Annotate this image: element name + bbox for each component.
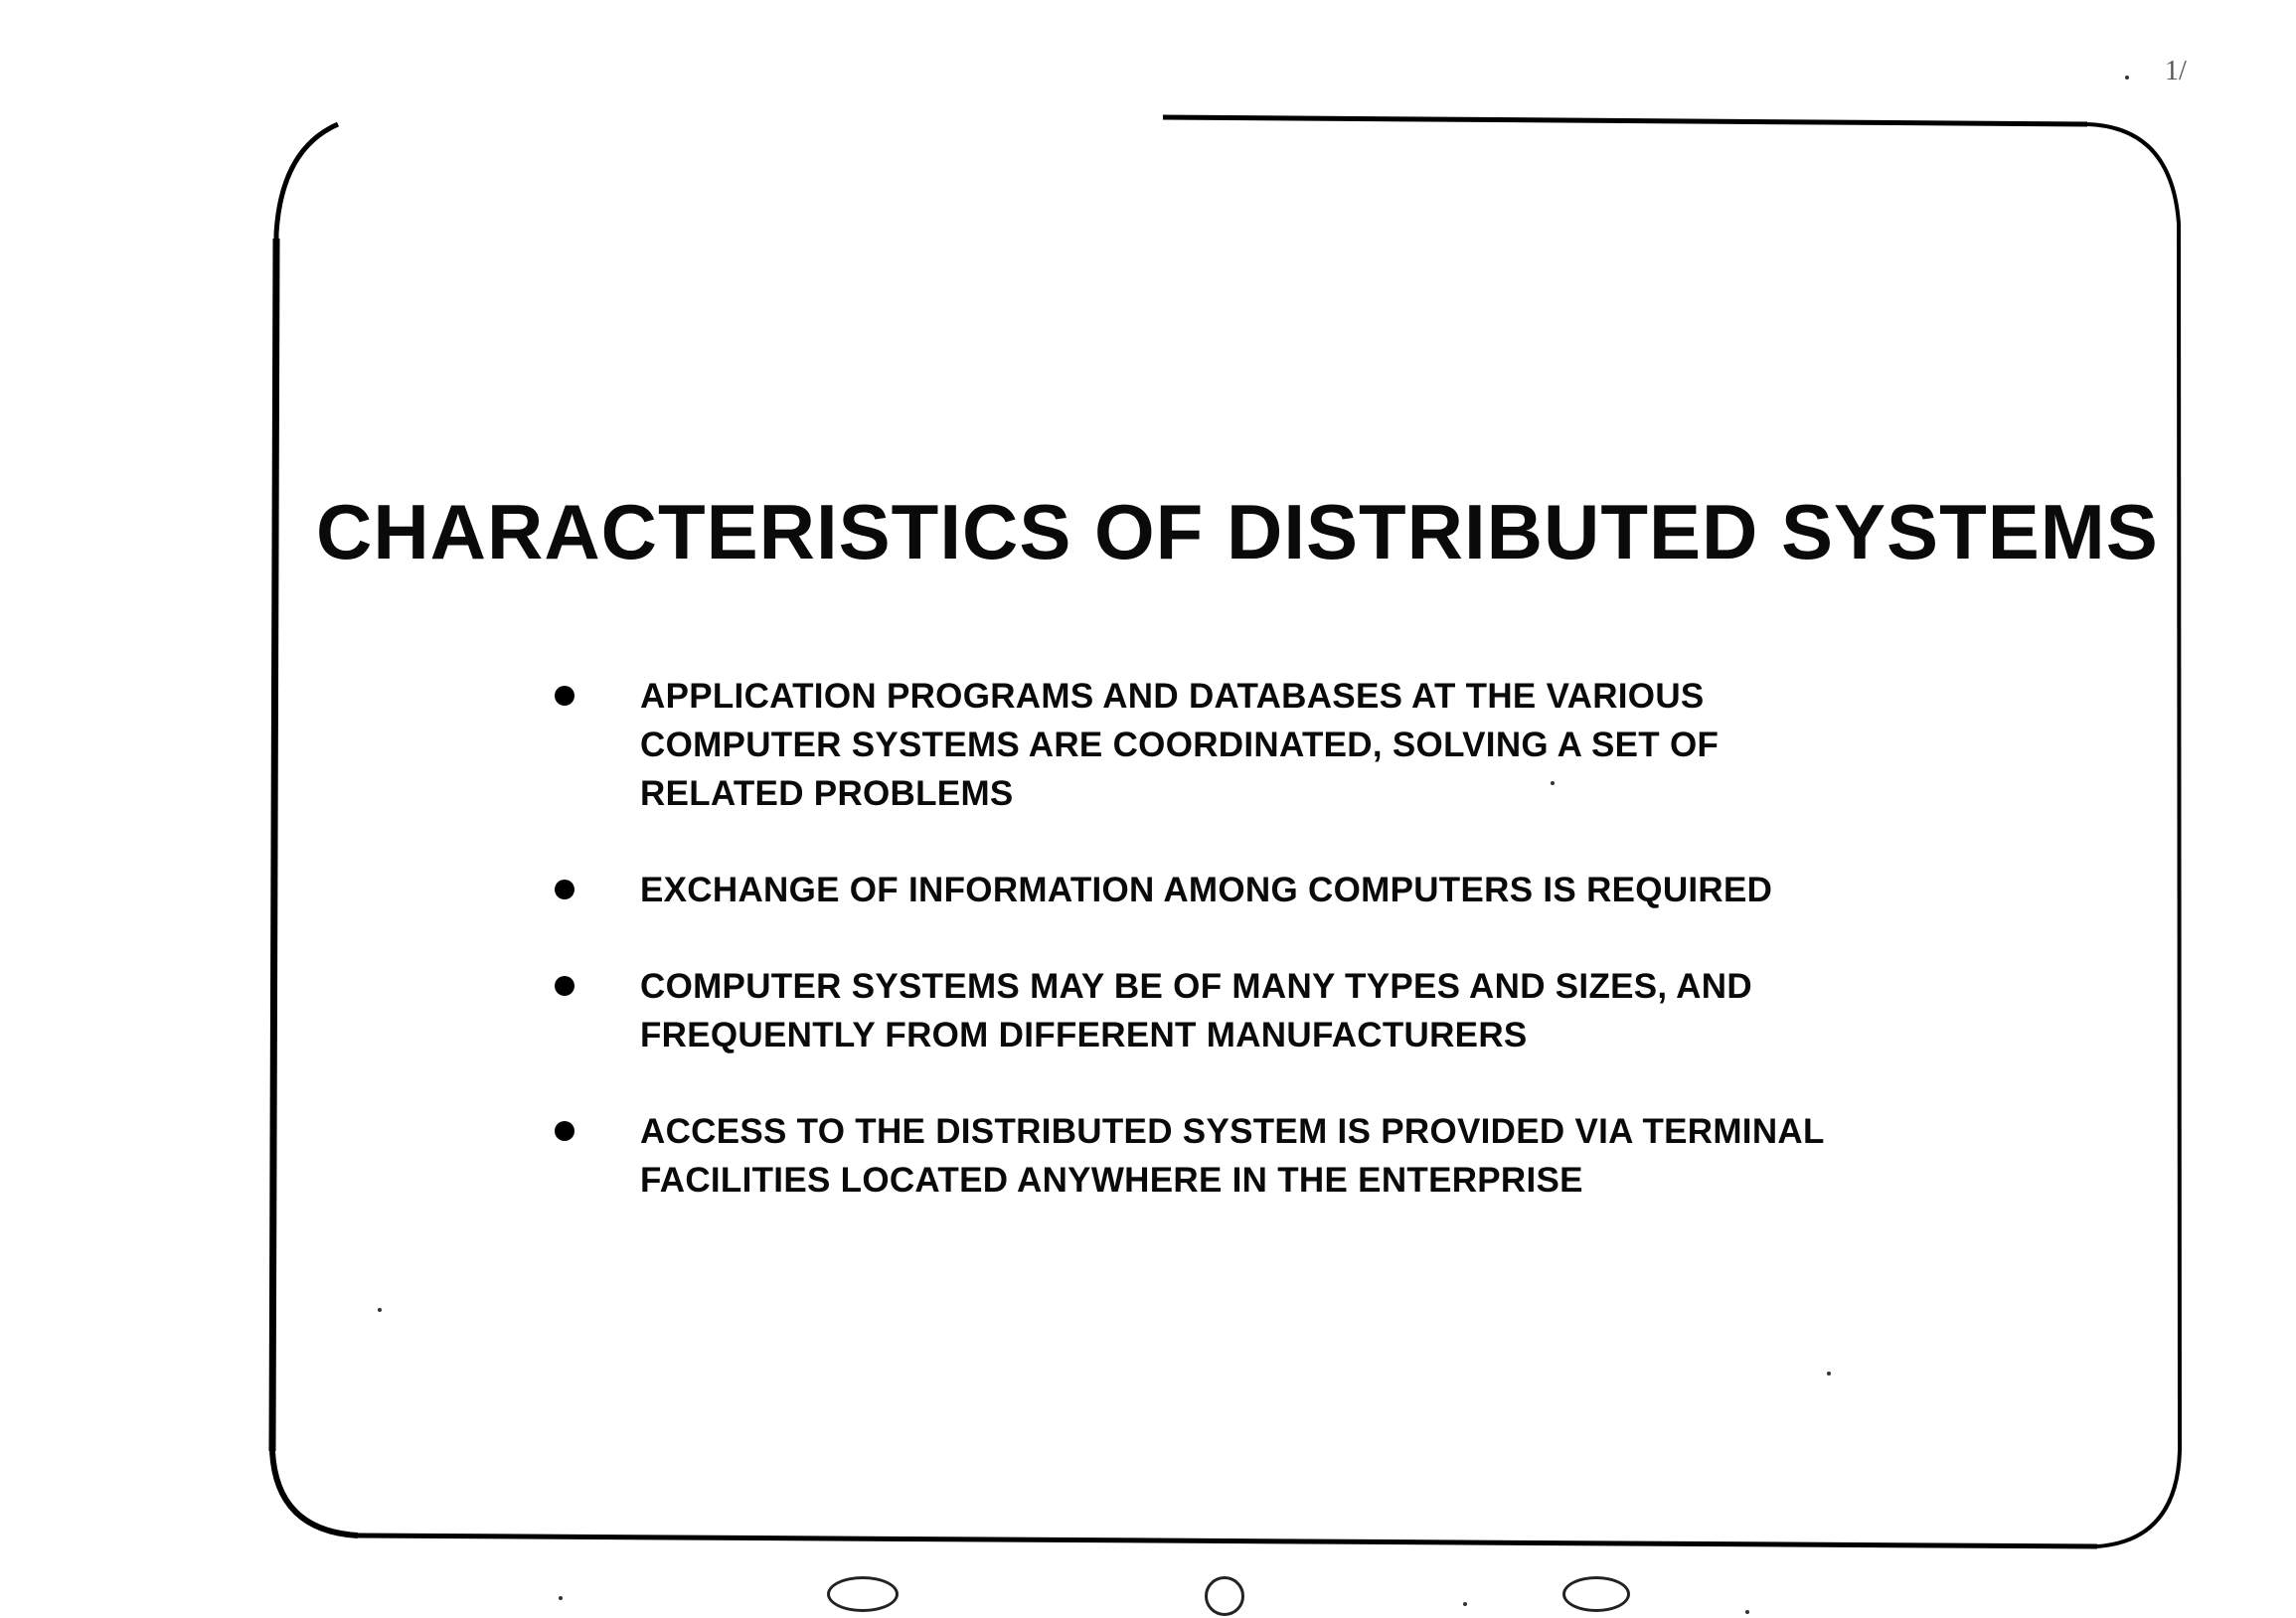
frame-top-edge xyxy=(1163,117,2087,124)
bullet-icon xyxy=(555,976,574,996)
bullet-item-4 xyxy=(555,1107,1966,1205)
frame-left-edge xyxy=(272,239,276,1451)
bullet-list xyxy=(555,672,1966,1252)
bullet-item-3 xyxy=(555,962,1966,1059)
bullet-text: ACCESS TO THE DISTRIBUTED SYSTEM IS PROVIDED VIA TERMINAL FACILITIES LOCATED ANYWHERE IN THE ENTERPRISE xyxy=(640,1112,1825,1200)
frame-bottom-right-corner xyxy=(2097,1451,2180,1546)
punch-hole-right xyxy=(1562,1576,1630,1612)
bullet-text: APPLICATION PROGRAMS AND DATABASES AT THE VARIOUS COMPUTER SYSTEMS ARE COORDINATED, SOLVING A SET OF RELATED PROBLEMS xyxy=(640,677,1720,813)
scan-speck xyxy=(559,1596,563,1600)
punch-hole-center xyxy=(1205,1576,1244,1616)
frame-bottom-edge xyxy=(358,1536,2097,1546)
bullet-text: EXCHANGE OF INFORMATION AMONG COMPUTERS IS REQUIRED xyxy=(640,871,1773,909)
frame-top-right-corner xyxy=(2087,124,2179,224)
punch-hole-left xyxy=(827,1576,899,1612)
frame-top-left-corner xyxy=(276,124,338,239)
scan-speck xyxy=(378,1308,382,1312)
page-mark: 1/ xyxy=(2165,56,2187,86)
bullet-icon xyxy=(555,880,574,899)
frame-right-edge xyxy=(2179,224,2180,1451)
scan-speck xyxy=(1745,1610,1749,1614)
bullet-icon xyxy=(555,686,574,706)
scan-speck xyxy=(1463,1602,1467,1606)
bullet-text: COMPUTER SYSTEMS MAY BE OF MANY TYPES AND SIZES, AND FREQUENTLY FROM DIFFERENT MANUFACTURERS xyxy=(640,967,1752,1054)
scan-speck xyxy=(1551,781,1555,785)
bullet-item-2 xyxy=(555,866,1966,914)
scan-speck xyxy=(1827,1372,1831,1375)
scan-speck xyxy=(2125,76,2129,80)
frame-bottom-left-corner xyxy=(272,1451,358,1536)
slide-title: CHARACTERISTICS OF DISTRIBUTED SYSTEMS xyxy=(316,488,2159,575)
bullet-item-1 xyxy=(555,672,1966,818)
bullet-icon xyxy=(555,1121,574,1141)
